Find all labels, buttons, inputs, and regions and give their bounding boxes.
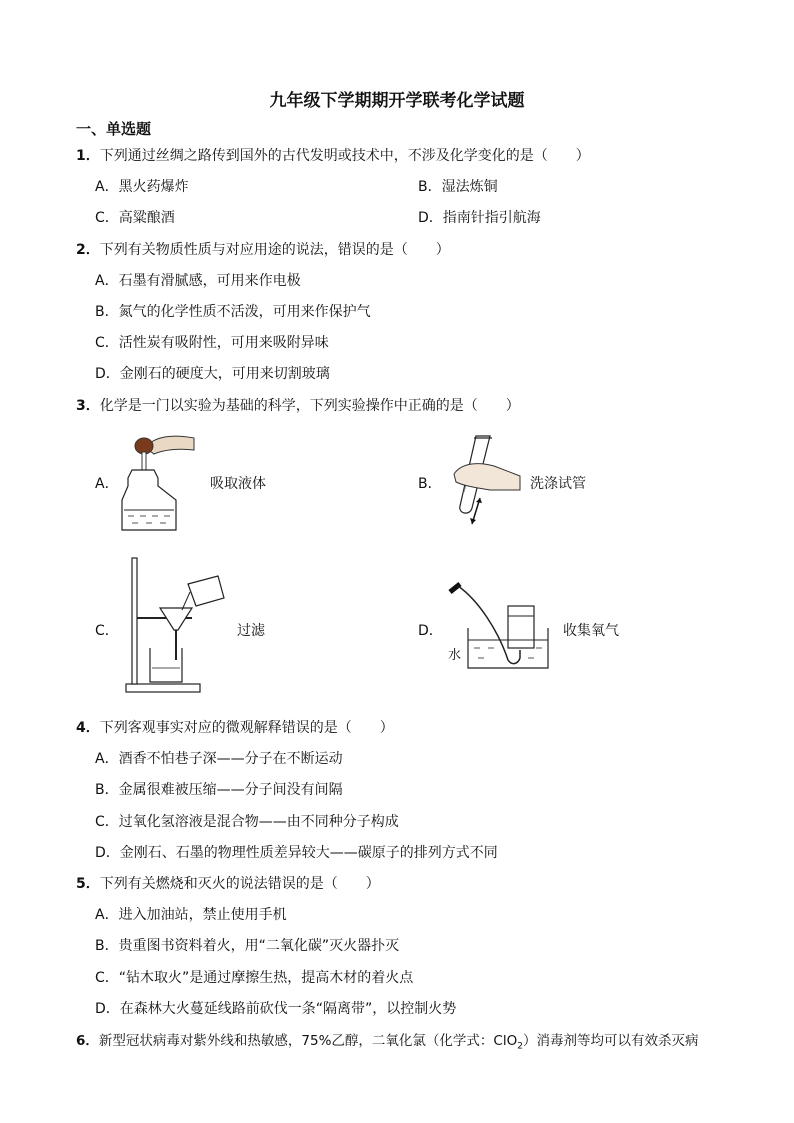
option-4b: B．金属很难被压缩——分子间没有间隔: [95, 782, 343, 798]
question-3: [76, 395, 520, 415]
option-5c: C．“钻木取火”是通过摩擦生热，提高木材的着火点: [95, 970, 414, 986]
question-number: 4．: [76, 720, 100, 736]
question-6: [76, 1029, 698, 1052]
question-number: 5．: [76, 876, 100, 892]
option-5b: B．贵重图书资料着火，用“二氧化碳”灭火器扑灭: [95, 938, 400, 954]
question-2: [76, 239, 450, 259]
question-4: [76, 717, 394, 737]
option-3d-label: 收集氧气: [563, 623, 619, 639]
option-4c: C．过氧化氢溶液是混合物——由不同种分子构成: [95, 814, 399, 830]
option-1b: B．湿法炼铜: [418, 179, 498, 195]
option-1d: D．指南针指引航海: [418, 210, 541, 226]
question-stem: 化学是一门以实验为基础的科学，下列实验操作中正确的是（ ）: [99, 398, 520, 414]
option-3c-label: 过滤: [237, 623, 265, 639]
option-3b-letter: B．: [418, 476, 442, 492]
question-number: 2．: [76, 242, 100, 258]
option-3b-label: 洗涤试管: [530, 476, 586, 492]
question-1: [76, 145, 590, 165]
question-stem: 下列有关燃烧和灭火的说法错误的是（ ）: [99, 876, 380, 892]
water-label: 水: [448, 648, 462, 663]
option-3a-letter: A．: [95, 476, 119, 492]
option-2a: A．石墨有滑腻感，可用来作电极: [95, 273, 301, 289]
page-title: 九年级下学期期开学联考化学试题: [269, 91, 525, 111]
option-3a-label: 吸取液体: [210, 476, 266, 492]
option-2d: D．金刚石的硬度大，可用来切割玻璃: [95, 366, 330, 382]
dropper-bottle-figure: [118, 428, 198, 532]
question-stem: 下列通过丝绸之路传到国外的古代发明或技术中，不涉及化学变化的是（ ）: [99, 148, 590, 164]
option-1c: C．高粱酿酒: [95, 210, 175, 226]
option-1a: A．黑火药爆炸: [95, 179, 189, 195]
question-number: 6．: [76, 1033, 99, 1049]
option-3d-letter: D．: [418, 623, 443, 639]
gas-collection-figure: [448, 580, 552, 670]
question-number: 3．: [76, 398, 100, 414]
option-4d: D．金刚石、石墨的物理性质差异较大——碳原子的排列方式不同: [95, 845, 498, 861]
subscript: 2: [517, 1041, 523, 1052]
test-tube-washing-figure: [450, 432, 530, 528]
option-5d: D．在森林大火蔓延线路前砍伐一条“隔离带”，以控制火势: [95, 1001, 457, 1017]
option-5a: A．进入加油站，禁止使用手机: [95, 907, 287, 923]
option-4a: A．酒香不怕巷子深——分子在不断运动: [95, 751, 343, 767]
question-stem: 下列有关物质性质与对应用途的说法，错误的是（ ）: [99, 242, 450, 258]
question-number: 1．: [76, 148, 100, 164]
option-3c-letter: C．: [95, 623, 119, 639]
filtration-figure: [120, 556, 230, 696]
question-stem-continued: ）消毒剂等均可以有效杀灭病: [522, 1033, 699, 1049]
question-stem: 新型冠状病毒对紫外线和热敏感，75%乙醇，二氧化氯（化学式：ClO: [98, 1033, 518, 1049]
section-heading: 一、单选题: [76, 120, 152, 138]
question-stem: 下列客观事实对应的微观解释错误的是（ ）: [99, 720, 394, 736]
option-2b: B．氮气的化学性质不活泼，可用来作保护气: [95, 304, 371, 320]
option-2c: C．活性炭有吸附性，可用来吸附异味: [95, 335, 329, 351]
question-5: [76, 873, 380, 893]
